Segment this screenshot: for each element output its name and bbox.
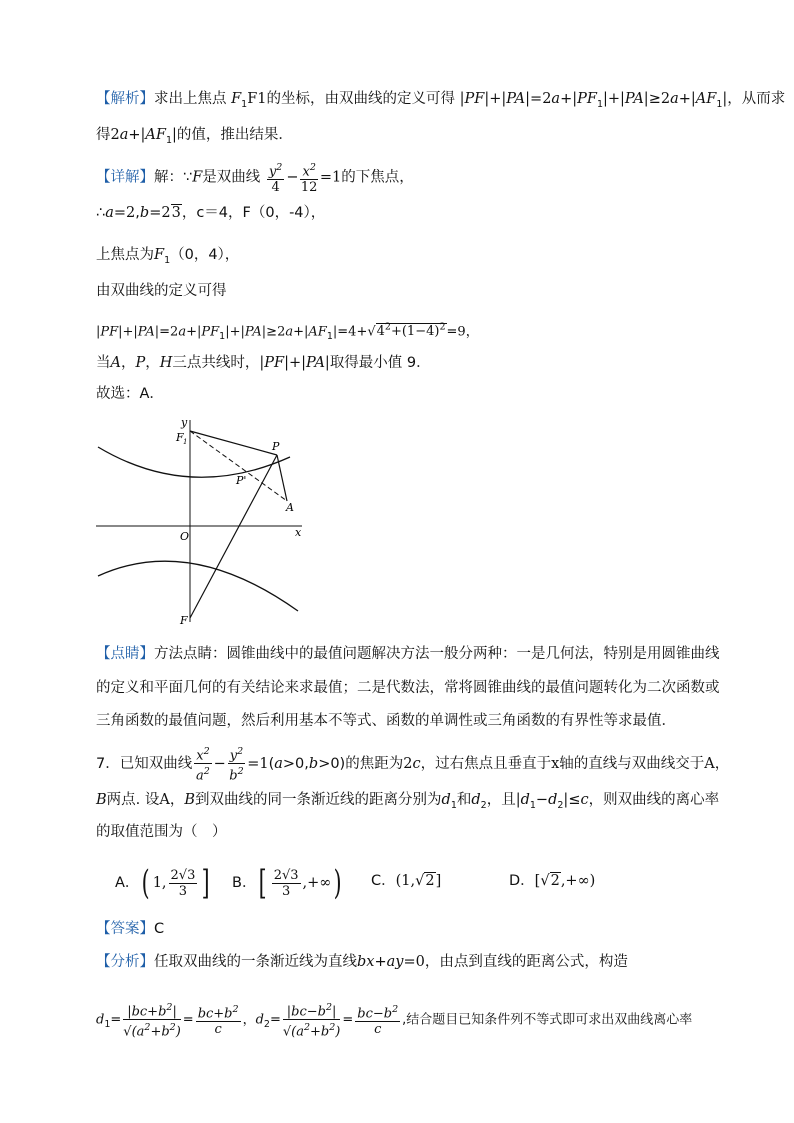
xiangjie-line-3: 上焦点为$F_1(0$，4）， xyxy=(96,247,240,266)
xiangjie-line-2: ∴a=2,b=23，c＝4，F（0，-4）， xyxy=(96,205,326,221)
option-d[interactable]: D．[√2,+∞) xyxy=(509,873,596,889)
svg-text:A: A xyxy=(286,501,294,514)
answer-line xyxy=(96,919,702,939)
jiexi-line-2: 得$2a+|AF_1|$的值，推出结果． xyxy=(96,127,293,146)
xiangjie-line-4: 由双曲线的定义可得 xyxy=(96,283,227,299)
answer-value: C xyxy=(154,921,165,937)
fenxi-tag: 【分析】 xyxy=(96,954,154,970)
jiexi-tag: 【解析】 xyxy=(96,91,154,107)
svg-text:1: 1 xyxy=(183,438,188,446)
upper-branch xyxy=(98,447,290,477)
svg-text:y: y xyxy=(181,416,188,429)
svg-text:F: F xyxy=(180,614,188,624)
q7-line-2: B两点. 设A，B到双曲线的同一条渐近线的距离分别为$d_1$和$d_2$，且$|d_1-d_2|\le c$，则双曲线的离心率 xyxy=(96,792,720,811)
option-b[interactable]: B．[ $\frac{2√3}{3}$ ,+∞) xyxy=(232,863,343,903)
option-c[interactable]: C．(1,√2] xyxy=(371,873,442,889)
fenxi-line-1: 【分析】任取双曲线的一条渐近线为直线bx+ay=0，由点到直线的距离公式，构造 xyxy=(96,954,628,970)
dianjing-tag: 【点睛】 xyxy=(96,646,154,662)
svg-text:P': P' xyxy=(236,474,247,487)
svg-text:x: x xyxy=(295,526,302,539)
dianjing-line-2: 的定义和平面几何的有关结论来求最值；二是代数法，常将圆锥曲线的最值问题转化为二次函数或 xyxy=(96,680,720,696)
svg-text:P: P xyxy=(272,440,280,453)
fenxi-line-2: $d_1=$ $\frac{|bc+b^2|}{√(a^2+b^2)}$ = $\frac{bc+b^2}{c}$ ，$d_2=$ $\frac{|bc-b^2|}{√(a^2+b^2)}$ = $\frac{bc-b^2}{c}$ ,结合题目已知条件列不等式即可求出双曲线离心率 xyxy=(96,1002,693,1040)
svg-text:O: O xyxy=(180,530,190,543)
hyperbola-figure xyxy=(94,414,314,624)
xiangjie-line-7: 故选：A． xyxy=(96,386,164,402)
answer-tag: 【答案】 xyxy=(96,921,154,937)
xiangjie-line-1: 【详解】解：∵F是双曲线 $\frac{y^2}{4}$ − $\frac{x^2}{12}$ =1的下焦点， xyxy=(96,162,414,196)
dianjing-line-3: 三角函数的最值问题，然后利用基本不等式、函数的单调性或三角函数的有界性等求最值． xyxy=(96,713,676,729)
xiangjie-line-5: $|PF|+|PA|=2a+|PF_1|+|PA|\ge 2a+|AF_1|=4+√4^2+(1-4)^2=9$， xyxy=(96,322,479,342)
option-a[interactable]: A．( 1, $\frac{2√3}{3}$ ] xyxy=(115,863,210,903)
xiangjie-tag: 【详解】 xyxy=(96,169,154,186)
svg-text:F: F xyxy=(176,431,184,444)
xiangjie-line-6: 当A，P，H三点共线时，|PF|+|PA|取得最小值 9． xyxy=(96,355,431,371)
q7-line-3: 的取值范围为（ ） xyxy=(96,824,227,840)
jiexi-line-1: 【解析】求出上焦点 $F_1F1$的坐标，由双曲线的定义可得 $|PF|+|PA|=2a+|PF_1|+|PA|\ge 2a+|AF_1|$，从而求 xyxy=(96,91,786,110)
q7-line-1: 7．已知双曲线 $\frac{x^2}{a^2}$ − $\frac{y^2}{b^2}$ =1(a>0,b>0)的焦距为2c，过右焦点且垂直于x轴的直线与双曲线交于A， xyxy=(96,746,730,784)
dianjing-line-1: 【点睛】方法点睛：圆锥曲线中的最值问题解决方法一般分两种：一是几何法，特别是用圆锥曲线 xyxy=(96,646,720,662)
